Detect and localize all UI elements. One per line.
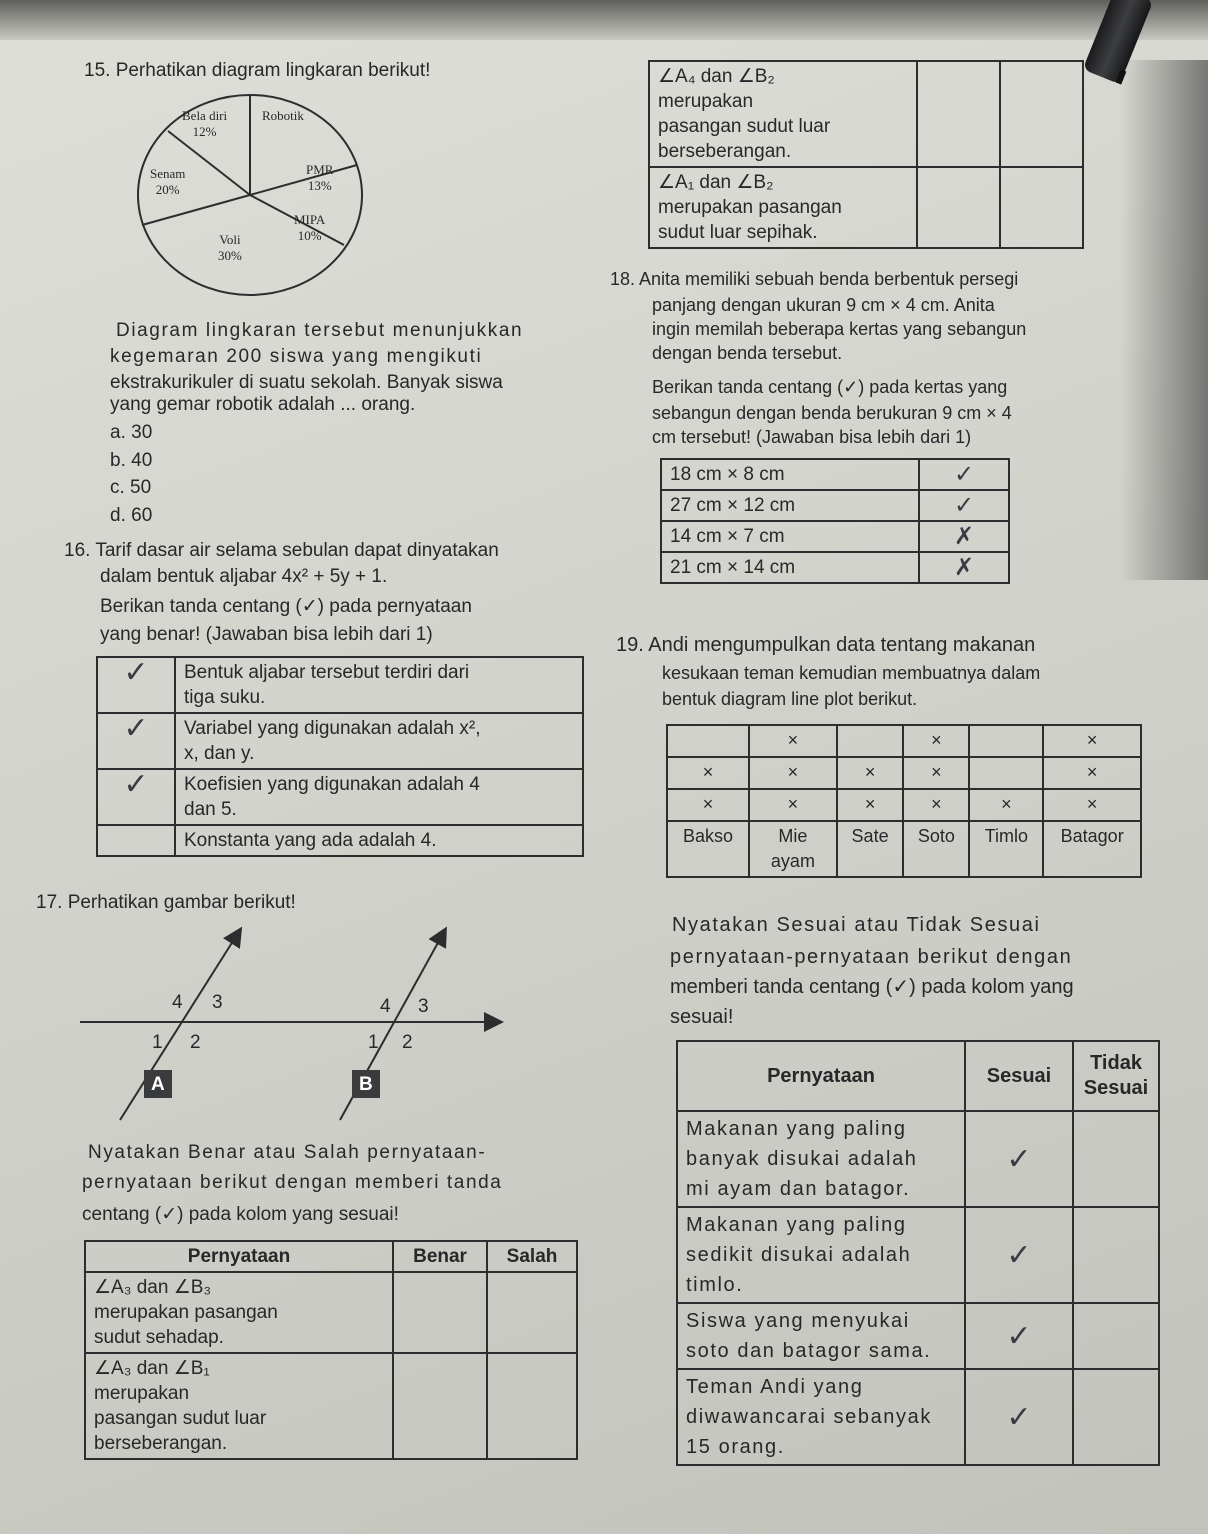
- table-row: [97, 713, 583, 769]
- q16-statement: Konstanta yang ada adalah 4.: [175, 825, 583, 856]
- q18-check-cell[interactable]: ✓: [919, 490, 1009, 521]
- q15-option-a[interactable]: a. 30: [110, 422, 153, 443]
- header-benar: Benar: [393, 1241, 487, 1272]
- pie-label-robotik: Robotik: [262, 108, 304, 123]
- q16-statement: Bentuk aljabar tersebut terdiri dari tiga suku.: [175, 657, 583, 713]
- line-plot-category-row: [667, 821, 1141, 877]
- line-plot-x-mark: ×: [931, 794, 942, 814]
- line-plot-x-mark: ×: [1086, 762, 1098, 782]
- q15-option-d[interactable]: d. 60: [110, 505, 153, 526]
- q17-statement: ∠A₃ dan ∠B₃ merupakan pasangan sudut sehadap.: [85, 1272, 393, 1353]
- angle-label-a1: 1: [152, 1032, 163, 1053]
- pie-label-voli: Voli 30%: [218, 232, 242, 263]
- paper-size: 18 cm × 8 cm: [661, 459, 919, 490]
- line-plot-x-mark: ×: [1086, 730, 1098, 750]
- q19-table: [676, 1040, 1160, 1466]
- angle-label-a2: 2: [190, 1032, 201, 1053]
- q18-table: [660, 458, 1010, 584]
- paper-size: 27 cm × 12 cm: [661, 490, 919, 521]
- table-row: [661, 521, 1009, 552]
- line-plot-mark-cell: [667, 789, 749, 821]
- line-plot-mark-cell: [1043, 789, 1141, 821]
- line-plot-mark-cell: [837, 757, 903, 789]
- line-plot-x-mark: ×: [864, 794, 876, 814]
- q19-line-1: 19. Andi mengumpulkan data tentang makanan: [616, 634, 1036, 656]
- q16-line-2: dalam bentuk aljabar 4x² + 5y + 1.: [100, 566, 388, 587]
- table-row: [97, 825, 583, 856]
- q19-statement: Makanan yang paling banyak disukai adalah mi ayam dan batagor.: [677, 1111, 965, 1207]
- sesuai-cell[interactable]: ✓: [965, 1369, 1073, 1465]
- sesuai-cell[interactable]: ✓: [965, 1207, 1073, 1303]
- line-plot-x-mark: ×: [702, 794, 714, 814]
- line-plot-mark-cell: [1043, 725, 1141, 757]
- q17-continuation-table: [648, 60, 1084, 249]
- q15-line-1: Diagram lingkaran tersebut menunjukkan: [116, 320, 524, 341]
- paper-size: 14 cm × 7 cm: [661, 521, 919, 552]
- angle-label-a4: 4: [172, 992, 183, 1013]
- salah-cell[interactable]: [487, 1272, 577, 1353]
- header-pernyataan: Pernyataan: [85, 1241, 393, 1272]
- line-plot-mark-cell: [969, 725, 1043, 757]
- q18-line-7: cm tersebut! (Jawaban bisa lebih dari 1): [652, 427, 972, 447]
- line-plot-x-mark: ×: [931, 762, 942, 782]
- line-plot-x-mark: ×: [702, 762, 714, 782]
- table-row: [97, 657, 583, 713]
- q17-statement: ∠A₁ dan ∠B₂ merupakan pasangan sudut luar sepihak.: [649, 167, 917, 248]
- q15-option-c[interactable]: c. 50: [110, 477, 152, 498]
- q17-statement: ∠A₄ dan ∠B₂ merupakan pasangan sudut luar berseberangan.: [649, 61, 917, 167]
- table-row: [649, 61, 1083, 167]
- pie-label-bela-diri: Bela diri 12%: [182, 108, 228, 139]
- q18-check-cell[interactable]: ✗: [919, 521, 1009, 552]
- q19-instr-1: Nyatakan Sesuai atau Tidak Sesuai: [672, 914, 1041, 936]
- angle-label-a3: 3: [212, 992, 223, 1013]
- header-salah: Salah: [487, 1241, 577, 1272]
- header-pernyataan: Pernyataan: [677, 1041, 965, 1111]
- q16-statement: Koefisien yang digunakan adalah 4 dan 5.: [175, 769, 583, 825]
- header-sesuai: Sesuai: [965, 1041, 1073, 1111]
- salah-cell[interactable]: [1000, 167, 1083, 248]
- q19-statement: Makanan yang paling sedikit disukai adalah timlo.: [677, 1207, 965, 1303]
- table-row: [85, 1353, 577, 1459]
- table-row: [677, 1207, 1159, 1303]
- q16-title: 16. Tarif dasar air selama sebulan dapat dinyatakan: [64, 540, 499, 561]
- table-row: [661, 459, 1009, 490]
- line-plot-category-label: Timlo: [969, 821, 1043, 877]
- line-plot-mark-cell: [903, 725, 969, 757]
- salah-cell[interactable]: [1000, 61, 1083, 167]
- q16-check-cell[interactable]: ✓: [97, 713, 175, 769]
- q17-instr-1: Nyatakan Benar atau Salah pernyataan-: [88, 1142, 487, 1163]
- table-row: [677, 1111, 1159, 1207]
- table-row: [677, 1369, 1159, 1465]
- angle-label-b2: 2: [402, 1032, 413, 1053]
- table-header-row: [677, 1041, 1159, 1111]
- tidak-sesuai-cell[interactable]: [1073, 1303, 1159, 1369]
- line-plot-x-mark: ×: [1001, 794, 1012, 814]
- line-plot-x-mark: ×: [787, 730, 799, 750]
- tidak-sesuai-cell[interactable]: [1073, 1111, 1159, 1207]
- benar-cell[interactable]: [393, 1353, 487, 1459]
- q19-statement: Siswa yang menyukai soto dan batagor sama.: [677, 1303, 965, 1369]
- line-plot-table: [666, 724, 1142, 878]
- line-plot-mark-cell: [837, 725, 903, 757]
- line-plot-category-label: Sate: [837, 821, 903, 877]
- q15-line-4: yang gemar robotik adalah ... orang.: [110, 394, 416, 415]
- line-plot-row: [667, 757, 1141, 789]
- angle-label-b4: 4: [380, 996, 391, 1017]
- q18-line-4: dengan benda tersebut.: [652, 343, 843, 363]
- q16-check-cell[interactable]: ✓: [97, 769, 175, 825]
- line-plot-x-mark: ×: [931, 730, 942, 750]
- line-plot-mark-cell: [749, 757, 837, 789]
- q16-line-4: yang benar! (Jawaban bisa lebih dari 1): [100, 624, 433, 645]
- line-plot-mark-cell: [667, 757, 749, 789]
- line-plot-mark-cell: [969, 757, 1043, 789]
- q19-instr-4: sesuai!: [670, 1006, 734, 1028]
- q17-instr-2: pernyataan berikut dengan memberi tanda: [82, 1172, 503, 1193]
- q19-instr-2: pernyataan-pernyataan berikut dengan: [670, 946, 1073, 968]
- q19-line-3: bentuk diagram line plot berikut.: [662, 689, 918, 709]
- salah-cell[interactable]: [487, 1353, 577, 1459]
- pie-label-senam: Senam 20%: [150, 166, 186, 197]
- line-plot-x-mark: ×: [1086, 794, 1098, 814]
- line-plot-x-mark: ×: [787, 794, 799, 814]
- table-row: [97, 769, 583, 825]
- angle-label-b3: 3: [418, 996, 429, 1017]
- line-plot-x-mark: ×: [864, 762, 876, 782]
- line-plot-row: [667, 725, 1141, 757]
- q18-line-6: sebangun dengan benda berukuran 9 cm × 4: [652, 403, 1012, 423]
- angle-label-b1: 1: [368, 1032, 379, 1053]
- paper-size: 21 cm × 14 cm: [661, 552, 919, 583]
- line-plot-mark-cell: [749, 725, 837, 757]
- line-plot-category-label: Soto: [903, 821, 969, 877]
- table-row: [677, 1303, 1159, 1369]
- benar-cell[interactable]: [917, 167, 1000, 248]
- q19-instr-3: memberi tanda centang (✓) pada kolom yang: [670, 976, 1074, 998]
- q18-line-3: ingin memilah beberapa kertas yang sebangun: [652, 319, 1027, 339]
- q15-line-3: ekstrakurikuler di suatu sekolah. Banyak siswa: [110, 372, 503, 393]
- q15-option-b[interactable]: b. 40: [110, 450, 153, 471]
- q15-title: 15. Perhatikan diagram lingkaran berikut!: [84, 60, 431, 81]
- q16-check-cell[interactable]: ✓: [97, 657, 175, 713]
- q17-table: [84, 1240, 578, 1460]
- q15-line-2: kegemaran 200 siswa yang mengikuti: [110, 346, 483, 367]
- q18-check-cell[interactable]: ✗: [919, 552, 1009, 583]
- q16-line-3: Berikan tanda centang (✓) pada pernyataan: [100, 596, 472, 617]
- table-row: [85, 1272, 577, 1353]
- parallel-lines-figure: [80, 920, 520, 1130]
- q16-statement: Variabel yang digunakan adalah x², x, dan y.: [175, 713, 583, 769]
- q19-line-2: kesukaan teman kemudian membuatnya dalam: [662, 663, 1041, 683]
- line-plot-mark-cell: [903, 789, 969, 821]
- line-plot-mark-cell: [1043, 757, 1141, 789]
- table-row: [661, 490, 1009, 521]
- q17-statement: ∠A₃ dan ∠B₁ merupakan pasangan sudut luar berseberangan.: [85, 1353, 393, 1459]
- point-a-label: A: [151, 1074, 165, 1095]
- sesuai-cell[interactable]: ✓: [965, 1111, 1073, 1207]
- header-tidak-sesuai: Tidak Sesuai: [1073, 1041, 1159, 1111]
- q18-line-1: 18. Anita memiliki sebuah benda berbentuk persegi: [610, 269, 1019, 289]
- line-plot-category-label: Mie ayam: [749, 821, 837, 877]
- line-plot-x-mark: ×: [787, 762, 799, 782]
- line-plot-mark-cell: [667, 725, 749, 757]
- line-plot-mark-cell: [749, 789, 837, 821]
- q17-title: 17. Perhatikan gambar berikut!: [36, 892, 296, 913]
- sesuai-cell[interactable]: ✓: [965, 1303, 1073, 1369]
- table-row: [661, 552, 1009, 583]
- line-plot-mark-cell: [837, 789, 903, 821]
- q19-statement: Teman Andi yang diwawancarai sebanyak 15 orang.: [677, 1369, 965, 1465]
- pie-label-pmr: PMR 13%: [306, 162, 334, 193]
- line-plot-mark-cell: [969, 789, 1043, 821]
- pie-label-mipa: MIPA 10%: [294, 212, 326, 243]
- q16-check-cell[interactable]: [97, 825, 175, 856]
- q18-check-cell[interactable]: ✓: [919, 459, 1009, 490]
- line-plot-mark-cell: [903, 757, 969, 789]
- tidak-sesuai-cell[interactable]: [1073, 1207, 1159, 1303]
- q17-instr-3: centang (✓) pada kolom yang sesuai!: [82, 1204, 399, 1225]
- q18-line-2: panjang dengan ukuran 9 cm × 4 cm. Anita: [652, 295, 995, 315]
- line-plot-category-label: Batagor: [1043, 821, 1141, 877]
- point-b-label: B: [359, 1074, 373, 1095]
- right-shadow: [1120, 60, 1208, 580]
- tidak-sesuai-cell[interactable]: [1073, 1369, 1159, 1465]
- benar-cell[interactable]: [917, 61, 1000, 167]
- line-plot-category-label: Bakso: [667, 821, 749, 877]
- line-plot-row: [667, 789, 1141, 821]
- benar-cell[interactable]: [393, 1272, 487, 1353]
- table-header-row: [85, 1241, 577, 1272]
- q18-line-5: Berikan tanda centang (✓) pada kertas yang: [652, 377, 1008, 397]
- top-shadow: [0, 0, 1208, 40]
- q16-table: [96, 656, 584, 857]
- table-row: [649, 167, 1083, 248]
